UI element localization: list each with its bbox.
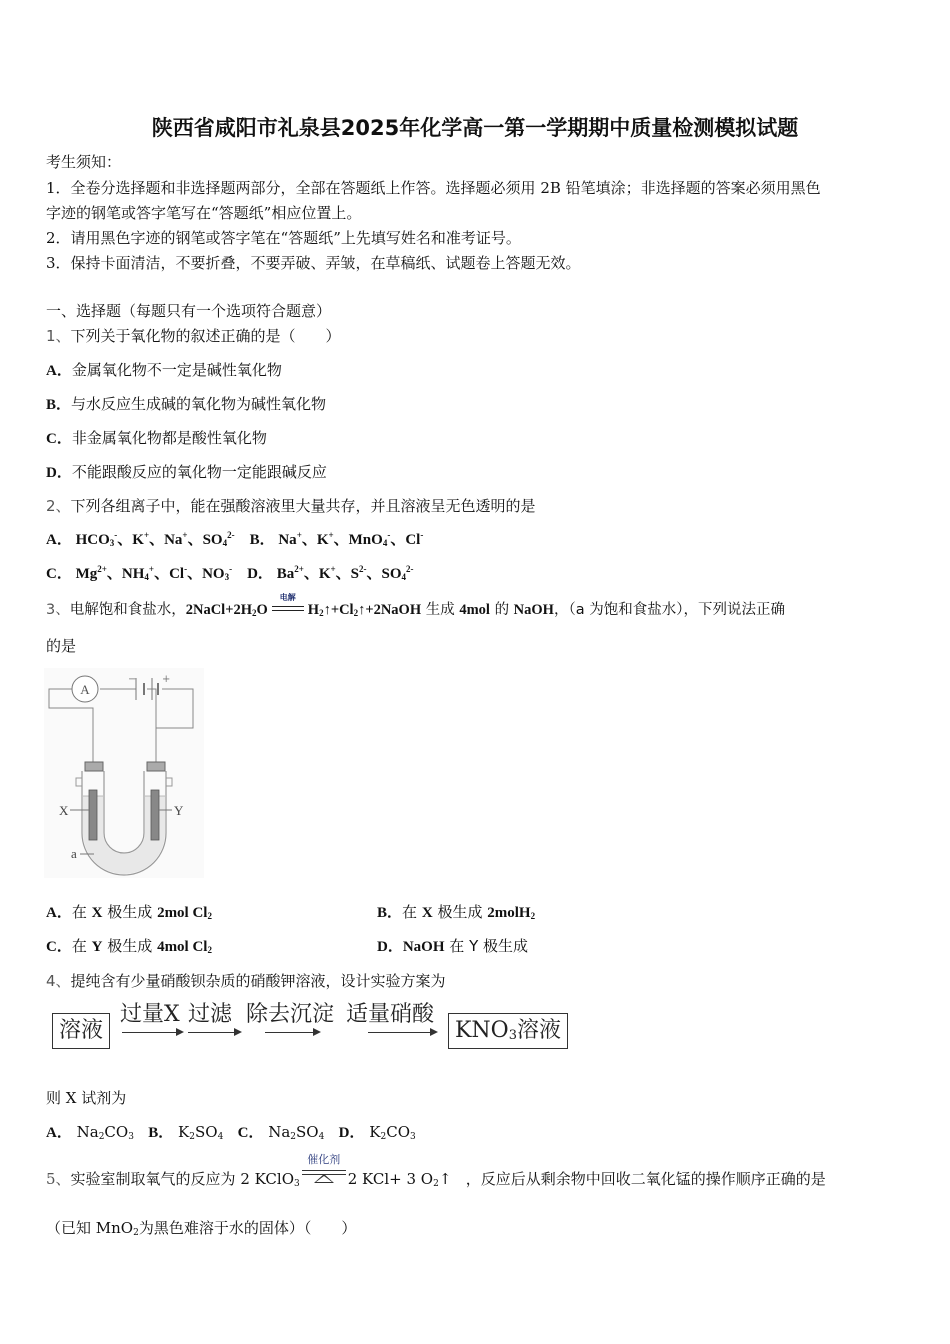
- q3-option-d[interactable]: [377, 936, 528, 957]
- flow-end-box: $KNO_3$溶液: [448, 1013, 568, 1049]
- notice-heading: 考生须知：: [46, 153, 122, 171]
- text: 极生成: [107, 937, 153, 955]
- equation-left: $2NaCl+2H_2O$: [185, 602, 268, 618]
- question-2-stem: [46, 496, 536, 516]
- q2-options-row-2: [46, 564, 414, 584]
- notice-item-2: 2．请用黑色字迹的钢笔或答字笔在“答题纸”上先填写姓名和准考证号。: [46, 229, 521, 247]
- question-number: 5、: [46, 1170, 71, 1188]
- q1-option-c[interactable]: [46, 428, 267, 449]
- arrow-icon: [188, 1032, 240, 1033]
- section-heading: 一、选择题（每题只有一个选项符合题意）: [46, 302, 332, 320]
- svg-text:X: X: [59, 803, 69, 818]
- q1-option-a[interactable]: [46, 360, 282, 381]
- option-letter: B．: [148, 1125, 174, 1141]
- question-3-stem-line2: 的是: [46, 637, 77, 655]
- flow-start-box: 溶液: [52, 1013, 110, 1049]
- question-3-stem: [46, 593, 785, 620]
- option-letter: A．: [46, 905, 72, 921]
- catalyst-heat-condition: [302, 1153, 346, 1186]
- text: 在: [402, 903, 418, 921]
- product: NaOH: [513, 602, 554, 618]
- option-letter: C．: [237, 1125, 264, 1141]
- q2-option-a[interactable]: A． $HCO_3^-$、K+、Na+、$SO_4^{2-}$: [46, 530, 235, 548]
- question-1-stem: [46, 326, 341, 346]
- svg-text:a: a: [71, 846, 77, 861]
- option-letter: A．: [46, 363, 72, 379]
- option-letter: B．: [46, 397, 72, 413]
- svg-text:+: +: [162, 674, 171, 685]
- option-text: 金属氧化物不一定是碱性氧化物: [71, 361, 282, 379]
- text: NaOH: [402, 939, 445, 955]
- question-4-sub-question: 则 X 试剂为: [46, 1089, 127, 1107]
- electrode: Y: [91, 939, 103, 955]
- q2-option-b[interactable]: B． Na+、K+、MnO$_4$-、Cl-: [249, 530, 424, 548]
- option-letter: C．: [46, 566, 72, 582]
- q4-option-b[interactable]: B． $K_2SO_4$: [148, 1123, 224, 1142]
- text: 极生成: [107, 903, 153, 921]
- flow-step-remove-precipitate: 除去沉淀: [246, 1002, 335, 1027]
- q3-option-b[interactable]: [377, 902, 535, 923]
- condition-label: 催化剂: [307, 1153, 341, 1166]
- question-number: 1、: [46, 327, 71, 345]
- electrode: X: [421, 905, 433, 921]
- question-5-stem: [46, 1153, 826, 1189]
- q3-option-c[interactable]: [46, 936, 212, 957]
- option-letter: C．: [46, 939, 72, 955]
- option-letter: D．: [377, 939, 403, 955]
- condition-label: 电解: [279, 593, 296, 602]
- q4-option-a[interactable]: A． $Na_2CO_3$: [46, 1123, 134, 1142]
- electrolysis-diagram: [44, 668, 204, 878]
- question-text: 提纯含有少量硝酸钡杂质的硝酸钾溶液，设计实验方案为: [70, 972, 446, 990]
- text: 极生成: [437, 903, 483, 921]
- q1-option-d[interactable]: [46, 462, 327, 483]
- text: 极生成: [483, 937, 529, 955]
- notice-item-1: 1．全卷分选择题和非选择题两部分，全部在答题纸上作答。选择题必须用 2B 铅笔填涂；非选择题的答案必须用黑色: [46, 179, 821, 197]
- q4-option-c[interactable]: C． $Na_2SO_4$: [237, 1123, 325, 1142]
- text: 的: [494, 602, 510, 618]
- q4-options-row: [46, 1122, 416, 1143]
- equation-right: $H_2↑+Cl_2↑+2NaOH$: [307, 602, 422, 618]
- q2-option-d[interactable]: D． $Ba^{2+}$、K+、$S^{2-}$、$SO_4^{2-}$: [247, 564, 414, 582]
- flow-step-excess-x: 过量X: [120, 1002, 180, 1027]
- question-number: 2、: [46, 497, 71, 515]
- option-text: 与水反应生成碱的氧化物为碱性氧化物: [71, 395, 327, 413]
- option-letter: D．: [247, 566, 273, 582]
- q3-option-a[interactable]: [46, 902, 212, 923]
- q1-option-b[interactable]: [46, 394, 326, 415]
- electrolysis-condition: [272, 593, 304, 616]
- option-letter: B．: [249, 532, 275, 548]
- question-text: 电解饱和食盐水，: [69, 602, 186, 618]
- option-letter: A．: [46, 532, 72, 548]
- flow-step-filter: 过滤: [188, 1002, 233, 1027]
- q2-option-c[interactable]: C． $Mg^{2+}$、$NH_4^+$、Cl-、$NO_3^-$: [46, 564, 233, 582]
- flow-step-nitric-acid: 适量硝酸: [346, 1002, 435, 1027]
- question-text: 下列关于氧化物的叙述正确的是（ ）: [70, 327, 341, 345]
- value: 2molH$_2$: [487, 905, 536, 921]
- question-4-stem: [46, 971, 446, 991]
- option-letter: A．: [46, 1125, 72, 1141]
- question-number: 3、: [46, 602, 70, 618]
- q2-options-row-1: [46, 530, 423, 550]
- option-letter: D．: [338, 1125, 365, 1141]
- text: 在: [71, 903, 87, 921]
- value: 2mol $Cl_2$: [157, 905, 212, 921]
- electrode: X: [91, 905, 103, 921]
- question-text: 下列各组离子中，能在强酸溶液里大量共存，并且溶液呈无色透明的是: [70, 497, 536, 515]
- notice-item-1-cont: 字迹的钢笔或答字笔写在“答题纸”相应位置上。: [46, 204, 362, 222]
- option-text: 不能跟酸反应的氧化物一定能跟碱反应: [71, 463, 327, 481]
- text: ，（a 为饱和食盐水），下列说法正确: [553, 602, 785, 618]
- value: 4mol $Cl_2$: [157, 939, 212, 955]
- svg-text:−: −: [128, 674, 137, 685]
- option-letter: B．: [377, 905, 403, 921]
- option-text: 非金属氧化物都是酸性氧化物: [71, 429, 267, 447]
- page-title: 陕西省咸阳市礼泉县2025年化学高一第一学期期中质量检测模拟试题: [151, 116, 799, 140]
- svg-text:Y: Y: [174, 803, 184, 818]
- option-letter: D．: [46, 465, 72, 481]
- u-tube-apparatus-icon: [44, 668, 204, 878]
- svg-text:A: A: [80, 682, 90, 697]
- text: 生成: [425, 602, 455, 618]
- question-5-stem-line2: （已知 MnO$_2$为黑色难溶于水的固体）（ ）: [46, 1219, 357, 1238]
- q4-option-d[interactable]: D． $K_2CO_3$: [338, 1123, 416, 1142]
- electrode: 在 Y: [449, 937, 479, 955]
- text: 实验室制取氧气的反应为 2 KClO$_3$: [70, 1170, 300, 1189]
- option-letter: C．: [46, 431, 72, 447]
- text: ，反应后从剩余物中回收二氧化锰的操作顺序正确的是: [465, 1170, 826, 1188]
- notice-item-3: 3．保持卡面清洁，不要折叠，不要弄破、弄皱，在草稿纸、试题卷上答题无效。: [46, 254, 581, 272]
- text: 2 KCl+ 3 $O_2↑$: [347, 1170, 452, 1189]
- question-number: 4、: [46, 972, 71, 990]
- arrow-icon: [265, 1032, 319, 1033]
- arrow-icon: [368, 1032, 436, 1033]
- arrow-icon: [122, 1032, 182, 1033]
- amount: 4mol: [459, 602, 490, 618]
- text: 在: [71, 937, 87, 955]
